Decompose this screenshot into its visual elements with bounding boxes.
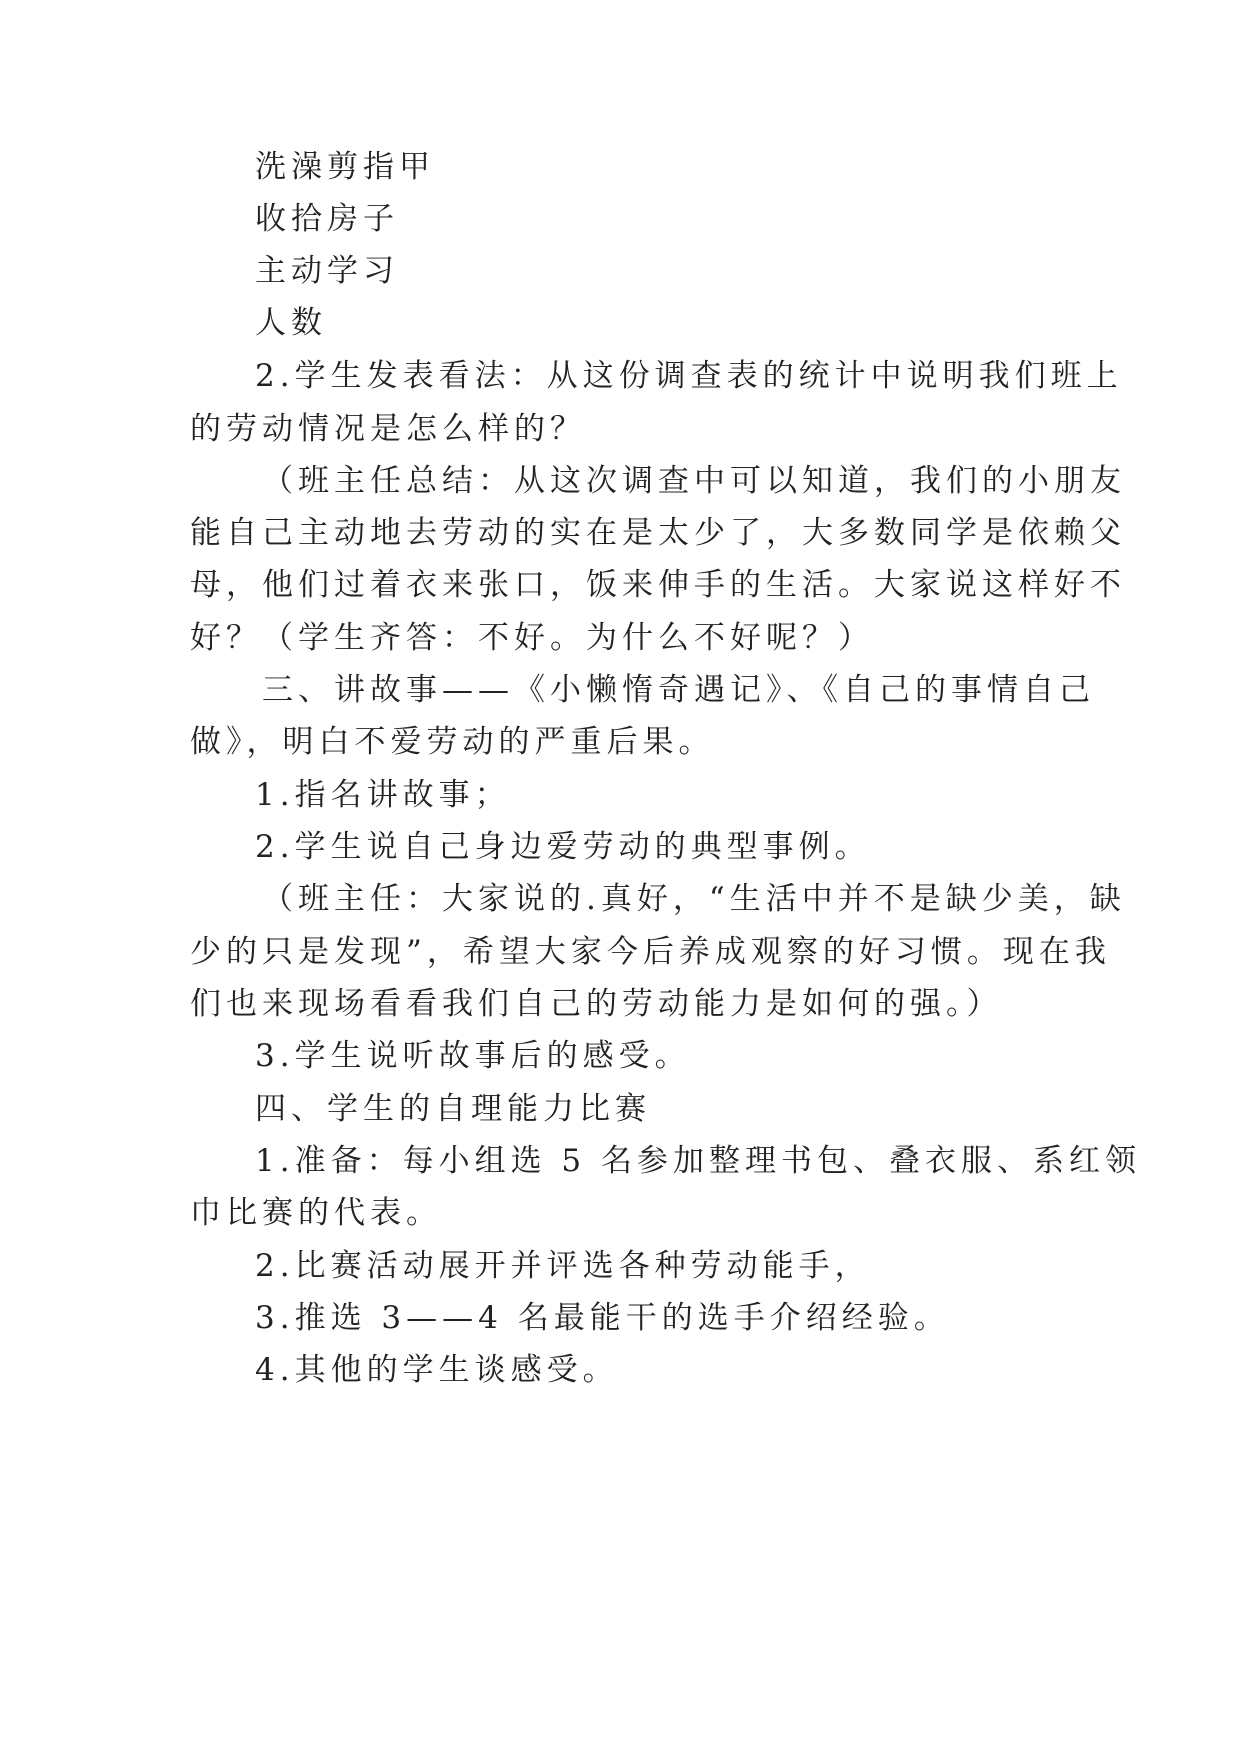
text-line: 1.准备：每小组选 5 名参加整理书包、叠衣服、系红领 xyxy=(255,1143,1142,1179)
text-line: 1.指名讲故事； xyxy=(255,777,511,813)
text-line: （班主任：大家说的.真好，“生活中并不是缺少美，缺 xyxy=(262,881,1126,917)
text-line: 4.其他的学生谈感受。 xyxy=(255,1352,619,1388)
section-heading: 四、学生的自理能力比赛 xyxy=(255,1091,651,1127)
text-line: 2.学生说自己身边爱劳动的典型事例。 xyxy=(255,829,871,865)
text-line: （班主任总结：从这次调查中可以知道，我们的小朋友 xyxy=(262,463,1126,499)
text-line: 的劳动情况是怎么样的？ xyxy=(190,411,586,447)
text-line: 3.推选 3——4 名最能干的选手介绍经验。 xyxy=(255,1300,950,1336)
text-line: 主动学习 xyxy=(255,253,399,289)
section-heading: 三、讲故事——《小懒惰奇遇记》、《自己的事情自己 xyxy=(262,672,1095,708)
text-line: 洗澡剪指甲 xyxy=(255,149,435,185)
text-line: 3.学生说听故事后的感受。 xyxy=(255,1038,691,1074)
text-line: 做》，明白不爱劳动的严重后果。 xyxy=(190,724,715,760)
text-line: 母，他们过着衣来张口，饭来伸手的生活。大家说这样好不 xyxy=(190,567,1126,603)
text-line: 2.比赛活动展开并评选各种劳动能手， xyxy=(255,1248,871,1284)
text-line: 少的只是发现”，希望大家今后养成观察的好习惯。现在我 xyxy=(190,934,1111,970)
text-line: 2.学生发表看法：从这份调查表的统计中说明我们班上 xyxy=(255,358,1123,394)
text-line: 们也来现场看看我们自己的劳动能力是如何的强。） xyxy=(190,986,1003,1022)
text-line: 好？（学生齐答：不好。为什么不好呢？） xyxy=(190,620,874,656)
text-line: 巾比赛的代表。 xyxy=(190,1195,442,1231)
text-line: 人数 xyxy=(255,305,327,341)
text-line: 能自己主动地去劳动的实在是太少了，大多数同学是依赖父 xyxy=(190,515,1126,551)
text-line: 收拾房子 xyxy=(255,201,399,237)
